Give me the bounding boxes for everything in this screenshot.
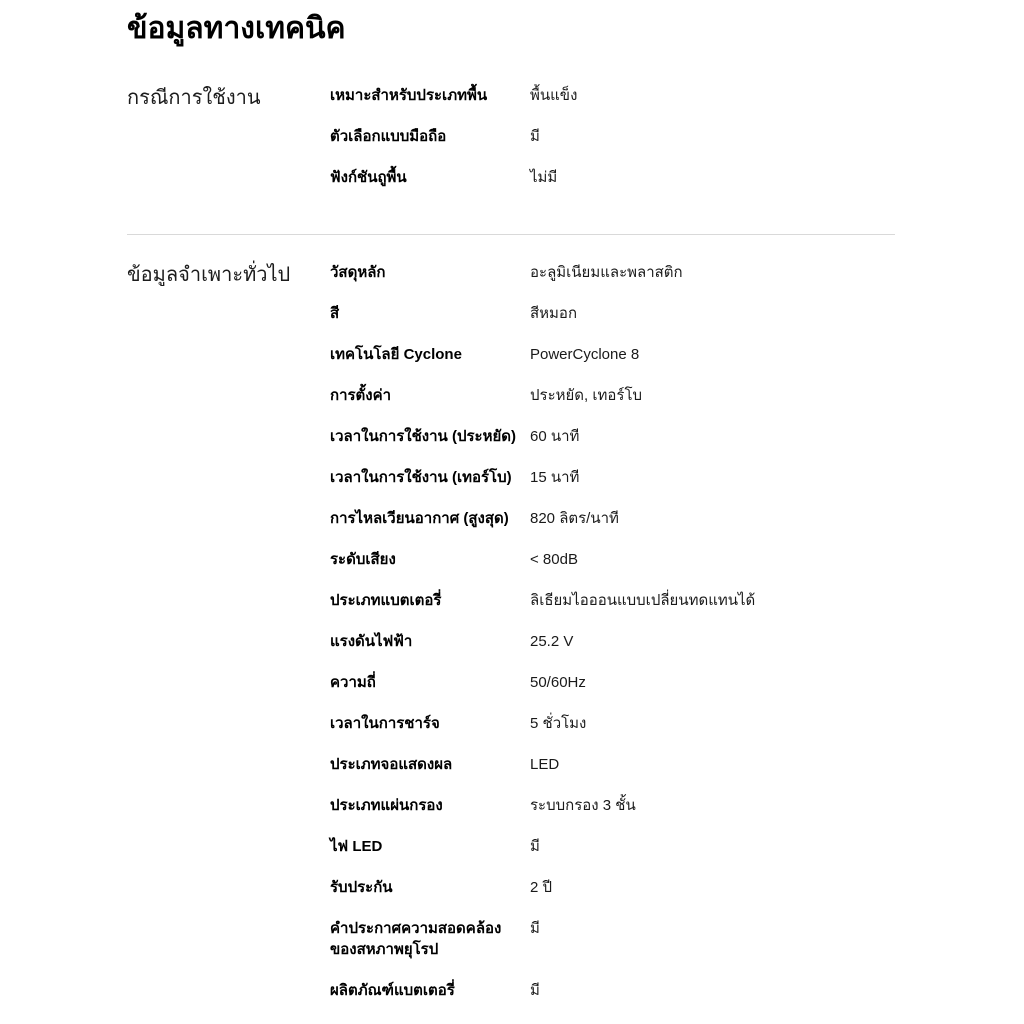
spec-label: ไฟ LED [330, 838, 383, 855]
spec-value: ไม่มี [530, 169, 558, 186]
spec-row [330, 303, 895, 324]
spec-label: สี [330, 305, 340, 322]
spec-value: LED [530, 756, 560, 773]
spec-value: < 80dB [530, 551, 578, 568]
spec-row [330, 631, 895, 652]
spec-row [330, 918, 895, 960]
spec-label: เวลาในการใช้งาน (ประหยัด) [330, 428, 517, 445]
spec-sections [127, 85, 895, 1001]
spec-label: ฟังก์ชันถูพื้น [330, 169, 407, 186]
spec-label: เทคโนโลยี Cyclone [330, 346, 462, 363]
spec-rows [330, 85, 895, 188]
spec-value: มี [530, 128, 540, 145]
spec-label: ตัวเลือกแบบมือถือ [330, 128, 447, 145]
spec-label: เหมาะสำหรับประเภทพื้น [330, 87, 488, 104]
spec-label: การไหลเวียนอากาศ (สูงสุด) [330, 510, 509, 527]
spec-value: 5 ชั่วโมง [530, 715, 587, 732]
spec-row [330, 167, 895, 188]
spec-row [330, 385, 895, 406]
spec-row [330, 85, 895, 106]
spec-label: แรงดันไฟฟ้า [330, 633, 413, 650]
spec-label: ประเภทจอแสดงผล [330, 756, 453, 773]
spec-value: PowerCyclone 8 [530, 346, 640, 363]
spec-row [330, 713, 895, 734]
spec-label: เวลาในการชาร์จ [330, 715, 440, 732]
spec-label: ผลิตภัณฑ์แบตเตอรี่ [330, 982, 455, 999]
spec-value: พื้นแข็ง [530, 87, 578, 104]
spec-value: 60 นาที [530, 428, 580, 445]
spec-value: มี [530, 920, 540, 937]
spec-row [330, 344, 895, 365]
spec-row [330, 549, 895, 570]
spec-label: วัสดุหลัก [330, 264, 386, 281]
spec-row [330, 262, 895, 283]
spec-label: การตั้งค่า [330, 387, 392, 404]
spec-value: ลิเธียมไอออนแบบเปลี่ยนทดแทนได้ [530, 592, 756, 609]
spec-row [330, 590, 895, 611]
spec-label: ประเภทแบตเตอรี่ [330, 592, 442, 609]
spec-row [330, 836, 895, 857]
spec-row [330, 672, 895, 693]
spec-row [330, 426, 895, 447]
spec-row [330, 126, 895, 147]
spec-row [330, 467, 895, 488]
spec-label: รับประกัน [330, 879, 393, 896]
spec-value: 25.2 V [530, 633, 574, 650]
spec-value: มี [530, 982, 540, 999]
spec-value: มี [530, 838, 540, 855]
spec-rows [330, 262, 895, 1001]
spec-row [330, 980, 895, 1001]
spec-value: สีหมอก [530, 305, 578, 322]
section-title: ข้อมูลจำเพาะทั่วไป [127, 264, 291, 286]
spec-label: เวลาในการใช้งาน (เทอร์โบ) [330, 469, 512, 486]
spec-value: 50/60Hz [530, 674, 586, 691]
spec-row [330, 754, 895, 775]
spec-section [127, 234, 895, 1001]
spec-value: 2 ปี [530, 879, 553, 896]
spec-row [330, 508, 895, 529]
spec-label: คำประกาศความสอดคล้องของสหภาพยุโรป [330, 920, 502, 958]
spec-label: ระดับเสียง [330, 551, 396, 568]
page-title: ข้อมูลทางเทคนิค [127, 12, 346, 45]
spec-row [330, 795, 895, 816]
spec-value: 15 นาที [530, 469, 580, 486]
spec-value: ประหยัด, เทอร์โบ [530, 387, 643, 404]
section-title: กรณีการใช้งาน [127, 87, 261, 109]
spec-label: ประเภทแผ่นกรอง [330, 797, 443, 814]
spec-row [330, 877, 895, 898]
spec-value: อะลูมิเนียมและพลาสติก [530, 264, 683, 281]
spec-value: 820 ลิตร/นาที [530, 510, 619, 527]
spec-section [127, 85, 895, 234]
spec-value: ระบบกรอง 3 ชั้น [530, 797, 636, 814]
spec-label: ความถี่ [330, 674, 376, 691]
